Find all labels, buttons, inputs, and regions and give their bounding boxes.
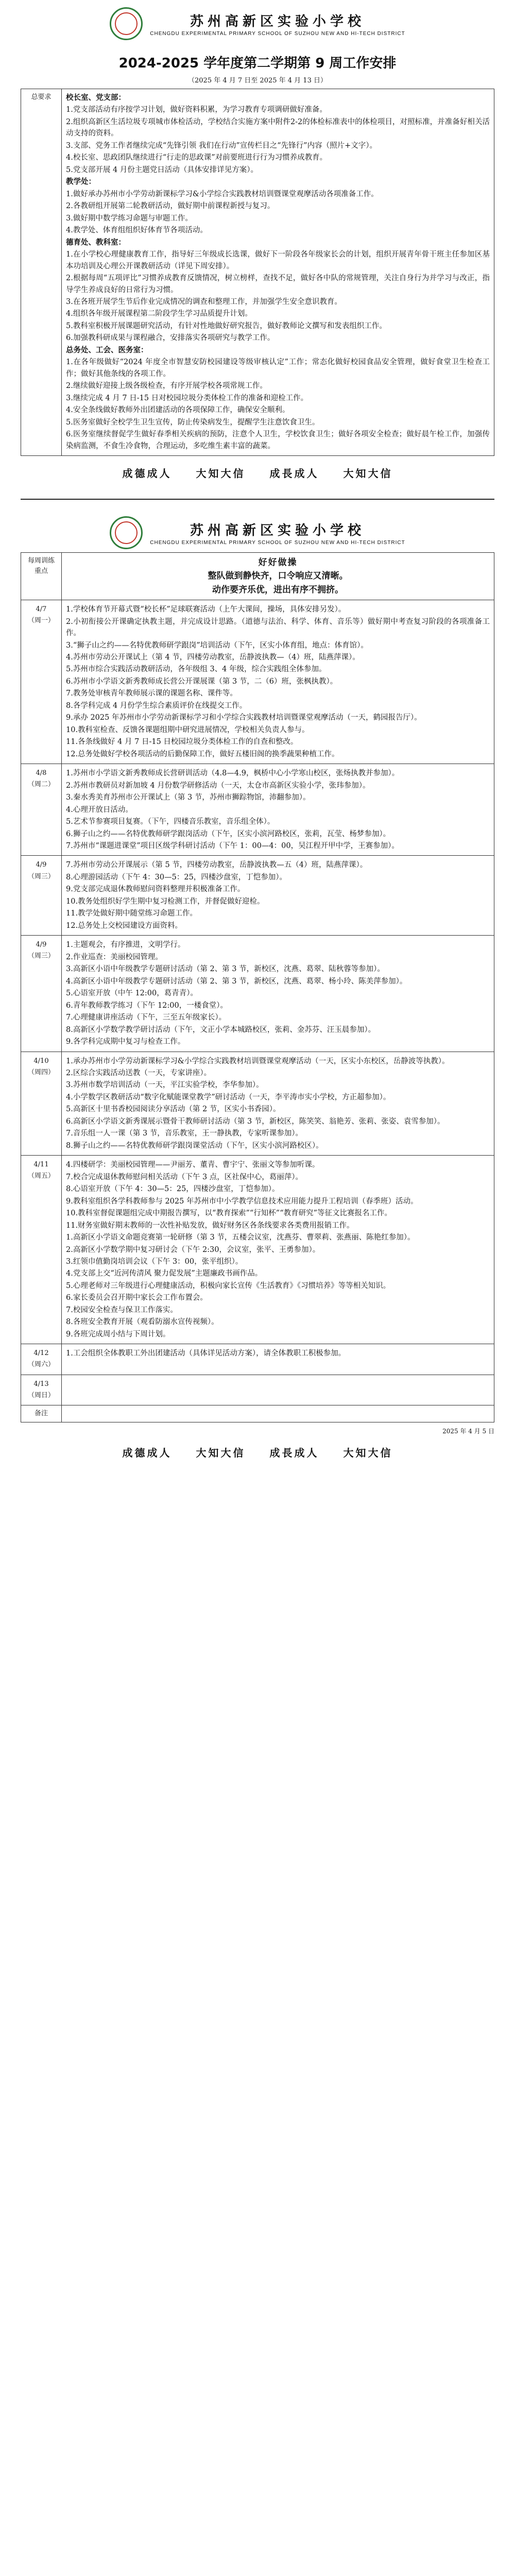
day-date: 4/9 <box>36 941 47 949</box>
schedule-item: 3.高新区小语中年级教学专题研讨活动（第 2、第 3 节，新校区，沈燕、葛翠、陆秋蓉等参加）。 <box>66 965 385 974</box>
schedule-item: 9.承办 2025 年苏州市小学劳动新课标学习和小学综合实践教材培训暨课堂观摩活动（一天，鹤园报告厅）。 <box>66 714 422 722</box>
day-weekday: （周四） <box>27 1068 55 1076</box>
schedule-item: 5.艺术节参赛项目复赛。（下午，四楼音乐教室，音乐组全体）。 <box>66 818 275 826</box>
day-row <box>21 1375 494 1405</box>
schedule-item: 3.“狮子山之约——名特优教师研学跟岗”培训活动（下午，区实小体育组，地点：体育馆）。 <box>66 641 368 650</box>
list-item: 4.校长室、思政团队继续进行“行走的思政课”对前要班进行行为习惯养成教育。 <box>66 154 328 162</box>
motto-line: 动作要齐乐优，进出有序不拥挤。 <box>212 584 344 595</box>
schedule-item: 10.教科室督促课题组完成中期报告撰写，以“教育探索”“行知杯”“教育研究”等征文比赛报名工作。 <box>66 1209 392 1218</box>
list-item: 5.医务室做好全校学生卫生宣传，防止传染病发生，提醒学生注意饮食卫生。 <box>66 418 320 427</box>
summary-label: 总要求 <box>21 89 62 456</box>
day-weekday: （周二） <box>27 781 55 789</box>
schedule-item: 4.四楼研学：美丽校园管理——尹丽芳、董青、曹宇宁、张丽文等参加听课。 <box>66 1161 320 1170</box>
list-item: 3.在各班开展学生节后作业完成情况的调查和整理工作，并加强学生安全意识教育。 <box>66 297 342 306</box>
day-row <box>21 600 494 764</box>
schedule-item: 1.工会组织全体教职工外出团建活动（具体详见活动方案），请全体教职工积极参加。 <box>66 1349 346 1358</box>
day-row <box>21 936 494 1052</box>
list-item: 3.支部、党务工作者继续完成“先锋引领 我们在行动”宣传栏目之“先锋行”内容（照片+文字）。 <box>66 141 377 150</box>
schedule-item: 6.青年教师教学练习（下午 12:00，一楼食堂）。 <box>66 1001 228 1010</box>
day-date: 4/13 <box>33 1380 49 1388</box>
schedule-item: 6.家长委员会召开期中家长会工作布置会。 <box>66 1294 208 1302</box>
schedule-item: 5.高新区十里书香校园阅读分享活动（第 2 节，区实小书香园）。 <box>66 1105 281 1114</box>
schedule-item: 4.心理开放日活动。 <box>66 805 133 814</box>
day-label <box>21 1344 62 1375</box>
day-date: 4/11 <box>33 1161 49 1169</box>
page-divider <box>21 499 494 509</box>
weekly-focus-label: 每周训练重点 <box>21 553 62 600</box>
school-logo-icon <box>110 7 143 40</box>
schedule-item: 7.苏州市劳动公开课展示（第 5 节，四楼劳动教室，岳静波执教—五（4）班，陆燕萍课）。 <box>66 861 368 870</box>
motto-line: 整队做到静快齐，口令响应又清晰。 <box>208 571 348 582</box>
schedule-item: 8.各班安全教育开展（观看防溺水宣传视频）。 <box>66 1318 219 1327</box>
schedule-item: 5.心语室开放（中午 12:00，葛青青）。 <box>66 989 198 998</box>
day-row <box>21 856 494 936</box>
schedule-item: 11.各条线做好 4 月 7 日-15 日校园垃圾分类体检工作的自查和整改。 <box>66 738 298 747</box>
schedule-item: 2.区综合实践活动送教（一天，专家讲座）。 <box>66 1069 212 1077</box>
day-items <box>62 1375 494 1405</box>
schedule-item: 11.财务室做好期末教师的一次性补贴发放，做好财务区各条线要求各类费用报销工作。 <box>66 1221 354 1230</box>
day-date: 4/8 <box>36 769 47 777</box>
letterhead <box>21 509 494 552</box>
schedule-item: 6.高新区小学语文新秀课展示暨骨干教师研讨活动（第 3 节，新校区，陈笑笑、翁艳芳、张莉、张姿、袁雪参加）。 <box>66 1117 445 1126</box>
schedule-item: 12.总务处做好学校各项活动的后勤保障工作，做好五楼旧阁的换季蔬果种植工作。 <box>66 750 339 758</box>
day-weekday: （周五） <box>27 1172 55 1180</box>
schedule-item: 4.高新区小语中年级教学专题研讨活动（第 2、第 3 节，新校区，沈燕、葛翠、杨小玲、陈美萍参加）。 <box>66 977 407 986</box>
schedule-item: 8.心语室开放（下午 4：30—5：25，四楼沙盘室，丁恺参加）。 <box>66 1185 280 1194</box>
motto-title: 好好做操 <box>258 557 298 568</box>
schedule-item: 3.红领巾值勤岗培训会议（下午 3：00，张平组织）。 <box>66 1258 243 1266</box>
schedule-item: 1.学校体育节开幕式暨“校长杯”足球联赛活动（上午大课间，操场，具体安排另发）。 <box>66 605 346 614</box>
day-weekday: （周六） <box>27 1361 55 1369</box>
schedule-item: 2.作业巡查：美丽校园管理。 <box>66 953 163 961</box>
schedule-item: 8.心理游园活动（下午 4：30—5：25，四楼沙盘室，丁恺参加）。 <box>66 873 287 882</box>
schedule-item: 4.苏州市劳动公开课试上（第 4 节，四楼劳动教室，岳静波执教—（4）班，陆燕萍课）。 <box>66 653 360 662</box>
section-head: 总务处、工会、医务室： <box>66 345 148 354</box>
day-items <box>62 1052 494 1156</box>
schedule-item: 12.总务处上交校园建设方面资料。 <box>66 921 183 930</box>
page-1 <box>0 0 515 485</box>
schedule-item: 1.承办苏州市小学劳动新课标学习&小学综合实践教材培训暨课堂观摩活动（一天，区实小东校区，岳静波等执教）。 <box>66 1057 450 1065</box>
list-item: 4.教学处、体育组组织好体育节各项活动。 <box>66 226 208 235</box>
day-label <box>21 1375 62 1405</box>
list-item: 6.医务室继续督促学生做好春季相关疾病的预防，注意个人卫生，学校饮食卫生；做好各项安全检查；做好晨午检工作，加强传染病监测，不食生冷食物，合理运动，多吃维生素丰富的蔬菜。 <box>66 430 490 450</box>
schedule-item: 7.校园安全检查与保卫工作落实。 <box>66 1306 178 1314</box>
day-items <box>62 856 494 936</box>
day-items <box>62 764 494 856</box>
day-weekday: （周日） <box>27 1391 55 1399</box>
list-item: 3.继续完成 4 月 7 日-15 日对校园垃圾分类体检工作的准备和迎检工作。 <box>66 394 308 402</box>
list-item: 3.做好期中数学练习命题与审题工作。 <box>66 214 193 223</box>
schedule-item: 10.教务处组织好学生期中复习检测工作，并督促做好迎检。 <box>66 897 265 906</box>
day-items <box>62 1344 494 1375</box>
school-name-en: CHENGDU EXPERIMENTAL PRIMARY SCHOOL OF SUZHOU NEW AND HI-TECH DISTRICT <box>150 540 405 546</box>
list-item: 5.教科室积极开展课题研究活动，有针对性地做好研究报告，做好教师论文撰写和发表组织工作。 <box>66 321 387 330</box>
schedule-item: 9.各学科完成期中复习与检查工作。 <box>66 1038 185 1046</box>
section-head: 德育处、教科室： <box>66 238 126 247</box>
schedule-item: 7.苏州市“课题进课堂”项目区级学科研讨活动（下午 1：00—4：00，吴江程开甲中学，王赛参加）。 <box>66 842 399 850</box>
schedule-item: 8.各学科完成 4 月份学生综合素质评价在线提交工作。 <box>66 701 247 710</box>
day-items <box>62 936 494 1052</box>
issue-date: 2025 年 4 月 5 日 <box>442 1427 494 1435</box>
daily-schedule-table <box>21 552 494 1422</box>
weekly-motto <box>62 553 494 600</box>
school-name-cn: 苏州高新区实验小学校 <box>190 14 365 29</box>
section-head: 教学处： <box>66 177 96 187</box>
schedule-item: 8.狮子山之约——名特优教师研学跟岗课堂活动（下午，区实小滨河路校区）。 <box>66 1141 323 1150</box>
schedule-item: 1.高新区小学语文命题竞赛第一轮研修（第 3 节，五楼会议室，沈燕芬、曹翠莉、张燕丽、陈艳红参加）。 <box>66 1233 415 1242</box>
list-item: 2.各教研组开展第二轮教研活动，做好期中前课程新授与复习。 <box>66 202 275 211</box>
day-date: 4/7 <box>36 605 47 614</box>
day-row <box>21 1344 494 1375</box>
schedule-item: 9.教科室组织各学科教师参与 2025 年苏州市中小学教学信息技术应用能力提升工程培训（春季班）活动。 <box>66 1197 418 1206</box>
school-name-cn: 苏州高新区实验小学校 <box>190 523 365 539</box>
schedule-item: 7.教务处审核青年教师展示课的课题名称、课件等。 <box>66 689 237 698</box>
list-item: 2.组织高新区生活垃圾专项城市体检活动，学校结合实施方案中附件2-2的体检标准表中的体检项目，对照标准，并准备好相关活动支持的资料。 <box>66 117 490 138</box>
schedule-item: 4.党支部上交“近河传清风 聚力促发展”主题廉政书画作品。 <box>66 1269 263 1278</box>
section-head: 校长室、党支部： <box>66 93 126 102</box>
date-range: （2025 年 4 月 7 日至 2025 年 4 月 13 日） <box>188 77 327 84</box>
schedule-item: 4.小学数学区教研活动“数字化赋能课堂教学”研讨活动（一天，李平涛市实小学校，方正超参加）。 <box>66 1093 391 1101</box>
list-item: 4.安全条线做好教师外出团建活动的各项保障工作，确保安全顺利。 <box>66 406 290 415</box>
list-item: 1.党支部活动有序按学习计划，做好资料积累，为学习教育专项调研做好准备。 <box>66 106 327 114</box>
day-label <box>21 856 62 936</box>
list-item: 1.在小学校心理健康教育工作，指导好三年级成长选课，做好下一阶段各年级家长会的计划，组织开展青年骨干班主任参加区基本功培训及心理公开课教研活动（详见下周安排）。 <box>66 250 490 270</box>
day-items <box>62 1156 494 1344</box>
schedule-item: 1.苏州市小学语文新秀教师成长营研训活动（4.8—4.9，枫桥中心小学寒山校区，张炀执教并参加）。 <box>66 769 400 778</box>
list-item: 1.在各年级做好“2024 年度全市智慧安防校园建设等级审核认定”工作；常态化做好校园食品安全管理，做好食堂卫生检查工作；做好其他条线的各项工作。 <box>66 358 490 378</box>
schedule-item: 3.苏州市数学培训活动（一天，平江实验学校，李华参加）。 <box>66 1081 264 1090</box>
remark-content <box>62 1405 494 1422</box>
list-item: 5.党支部开展 4 月份主题党日活动（具体安排详见方案）。 <box>66 165 259 174</box>
schedule-item: 7.音乐组一人一课（第 3 节，音乐教室，王一静执教，专家听课参加）。 <box>66 1129 303 1138</box>
day-label <box>21 1156 62 1344</box>
schedule-item: 6.狮子山之约——名特优教师研学跟岗活动（下午，区实小滨河路校区，张莉，瓦莹、杨梦参加）。 <box>66 829 391 838</box>
page-2 <box>0 509 515 1465</box>
day-label <box>21 936 62 1052</box>
day-row <box>21 1156 494 1344</box>
list-item: 2.根据每周“五项评比”习惯养成教育反馈情况，树立榜样，查找不足，做好各中队的常规管理，关注自身行为并学习与改正，指导学生养成良好的日常行为习惯。 <box>66 274 490 294</box>
schedule-item: 5.苏州市综合实践活动教研活动，各年级组 3、4 年级，综合实践组全体参加。 <box>66 665 327 674</box>
day-date: 4/10 <box>33 1057 49 1065</box>
letterhead <box>21 0 494 43</box>
schedule-item: 2.苏州市教研员对新加坡 4 月份数学研修活动（一天，太仓市高新区实验小学，张玮参加）。 <box>66 781 370 790</box>
schedule-item: 11.教学处做好期中随堂练习命题工作。 <box>66 909 198 918</box>
list-item: 6.加强教科研成果与课程融合，安排落实各项研究与教学工作。 <box>66 334 275 343</box>
day-items <box>62 600 494 764</box>
list-item: 2.继续做好迎接上级各级检查，有序开展学校各项常规工作。 <box>66 382 267 391</box>
day-weekday: （周三） <box>27 952 55 960</box>
summary-content <box>62 89 494 456</box>
page-title: 2024-2025 学年度第二学期第 9 周工作安排 <box>118 56 397 71</box>
footer-motto: 成德成人 大知大信 成長成人 大知大信 <box>122 467 393 480</box>
summary-table <box>21 89 494 456</box>
day-weekday: （周三） <box>27 872 55 880</box>
day-label <box>21 764 62 856</box>
day-weekday: （周一） <box>27 617 55 625</box>
schedule-item: 7.校合完成退休教师慰问相关活动（下午 3 点，区社保中心，葛丽萍）。 <box>66 1173 303 1181</box>
schedule-item: 7.心理健康讲座活动（下午，三至五年级家长）。 <box>66 1013 227 1022</box>
schedule-item: 9.各班完成周小结与下周计划。 <box>66 1330 170 1338</box>
schedule-item: 1.主题观会，有序推进，文明学行。 <box>66 941 185 950</box>
footer-motto: 成德成人 大知大信 成長成人 大知大信 <box>122 1446 393 1459</box>
list-item: 1.做好承办苏州市小学劳动新课标学习&小学综合实践教材培训暨课堂观摩活动各项准备工作。 <box>66 190 379 198</box>
schedule-item: 6.苏州市小学语文新秀教师成长营公开课展课（第 3 节，二（6）班，张枫执教）。 <box>66 677 338 686</box>
school-logo-icon <box>110 516 143 549</box>
schedule-item: 9.党支部完成退休教师慰问资料整理并积极准备工作。 <box>66 885 245 894</box>
remark-label: 备注 <box>21 1405 62 1422</box>
schedule-item: 5.心理老师对三年级进行心理健康活动，积极向家长宣传《生活教育》《习惯培养》等等相关知识。 <box>66 1281 391 1290</box>
day-date: 4/9 <box>36 861 47 869</box>
day-row <box>21 1052 494 1156</box>
day-date: 4/12 <box>33 1349 49 1358</box>
schedule-item: 10.教科室检查、反馈各课题组期中研究进展情况，学校相关负责人参与。 <box>66 725 310 734</box>
schedule-item: 2.小初衔接公开课确定执教主题，并完成设计思路。（道德与法治、科学、体育、音乐等）做好期中考查复习阶段的各项准备工作。 <box>66 617 490 638</box>
schedule-item: 2.高新区小学数学期中复习研讨会（下午 2:30，会议室，张平、王勇参加）。 <box>66 1245 320 1254</box>
day-label <box>21 600 62 764</box>
list-item: 4.组织各年级开展课程第二阶段学生学习品质提升计划。 <box>66 310 252 318</box>
schedule-item: 3.秦水秀美育苏州市公开课试上（第 3 节，苏州市狮踪物馆，沛翻参加）。 <box>66 793 311 802</box>
day-label <box>21 1052 62 1156</box>
schedule-item: 8.高新区小学数学教学研讨活动（下午，文正小学本城路校区，张莉、金苏芬、汪玉晨参加）。 <box>66 1025 376 1034</box>
school-name-en: CHENGDU EXPERIMENTAL PRIMARY SCHOOL OF SUZHOU NEW AND HI-TECH DISTRICT <box>150 31 405 37</box>
day-row <box>21 764 494 856</box>
